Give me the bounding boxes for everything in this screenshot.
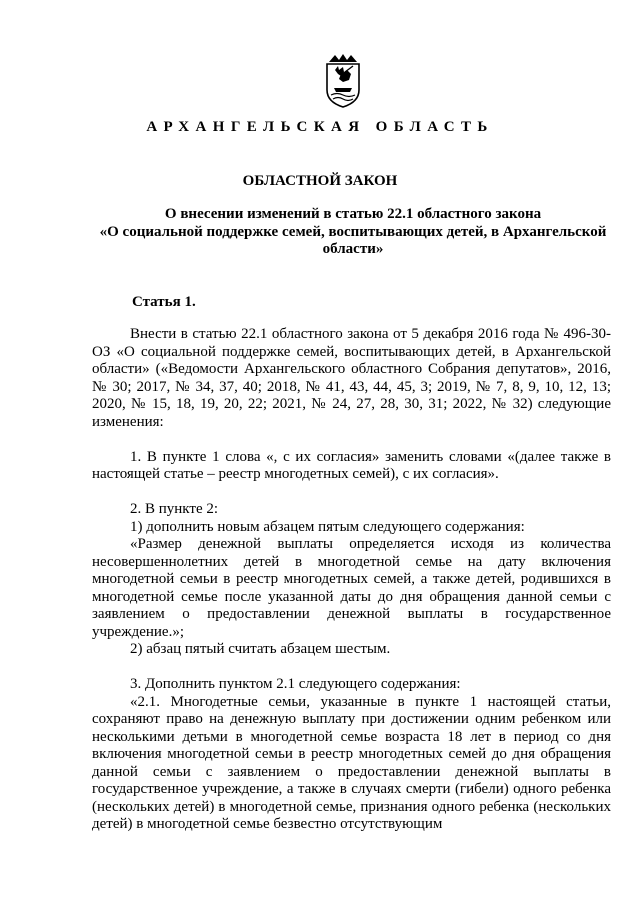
arkhangelsk-coat-of-arms-icon <box>321 52 365 108</box>
article-heading: Статья 1. <box>132 294 196 310</box>
law-title-line: «О социальной поддержке семей, воспитывающих детей, в Архангельской <box>99 223 607 240</box>
paragraph: «2.1. Многодетные семьи, указанные в пункте 1 настоящей статьи, сохраняют право на денежную выплату при достижении одним ребенком или несколькими детьми в многодетной семье возраста 18 лет в период со дня включения многодетной семьи в реестр многодетных семей до дня обращения данной семьи с заявлением о предоставлении денежной выплаты в государственное учреждение, а также в случаях смерти (гибели) одного ребенка (нескольких детей) в многодетной семье, признания одного ребенка (нескольких детей) в многодетной семье безвестно отсутствующим <box>92 693 611 832</box>
paragraph: 1. В пункте 1 слова «, с их согласия» заменить словами «(далее также в настоящей статье – реестр многодетных семей), с их согласия». <box>92 448 611 482</box>
paragraph: 2) абзац пятый считать абзацем шестым. <box>130 641 391 657</box>
law-type-heading: ОБЛАСТНОЙ ЗАКОН <box>242 173 398 189</box>
paragraph: 2. В пункте 2: <box>130 501 219 517</box>
region-name: АРХАНГЕЛЬСКАЯ ОБЛАСТЬ <box>146 119 494 135</box>
paragraph: «Размер денежной выплаты определяется исходя из количества несовершеннолетних детей в многодетной семье на дату включения многодетной семьи в реестр многодетных семей, а также детей, родившихся в многодетной семье после указанной даты до дня обращения данной семьи с заявлением о предоставлении денежной выплаты в государственное учреждение.»; <box>92 536 611 640</box>
law-title-line: О внесении изменений в статью 22.1 областного закона <box>164 206 542 222</box>
paragraph: 1) дополнить новым абзацем пятым следующего содержания: <box>130 518 525 535</box>
paragraph: Внести в статью 22.1 областного закона от 5 декабря 2016 года № 496-30-ОЗ «О социальной поддержке семей, воспитывающих детей, в Архангельской области» («Ведомости Архангельского областного Собрания депутатов», 2016, № 30; 2017, № 34, 37, 40; 2018, № 41, 43, 44, 45, 3; 2019, № 7, 8, 9, 10, 12, 13; 2020, № 15, 18, 19, 20, 22; 2021, № 24, 27, 28, 30, 31; 2022, № 32) следующие изменения: <box>92 326 611 430</box>
paragraph: 3. Дополнить пунктом 2.1 следующего содержания: <box>130 676 461 692</box>
law-title-line: области» <box>322 241 384 257</box>
law-title <box>88 206 618 259</box>
article-body <box>92 326 611 834</box>
